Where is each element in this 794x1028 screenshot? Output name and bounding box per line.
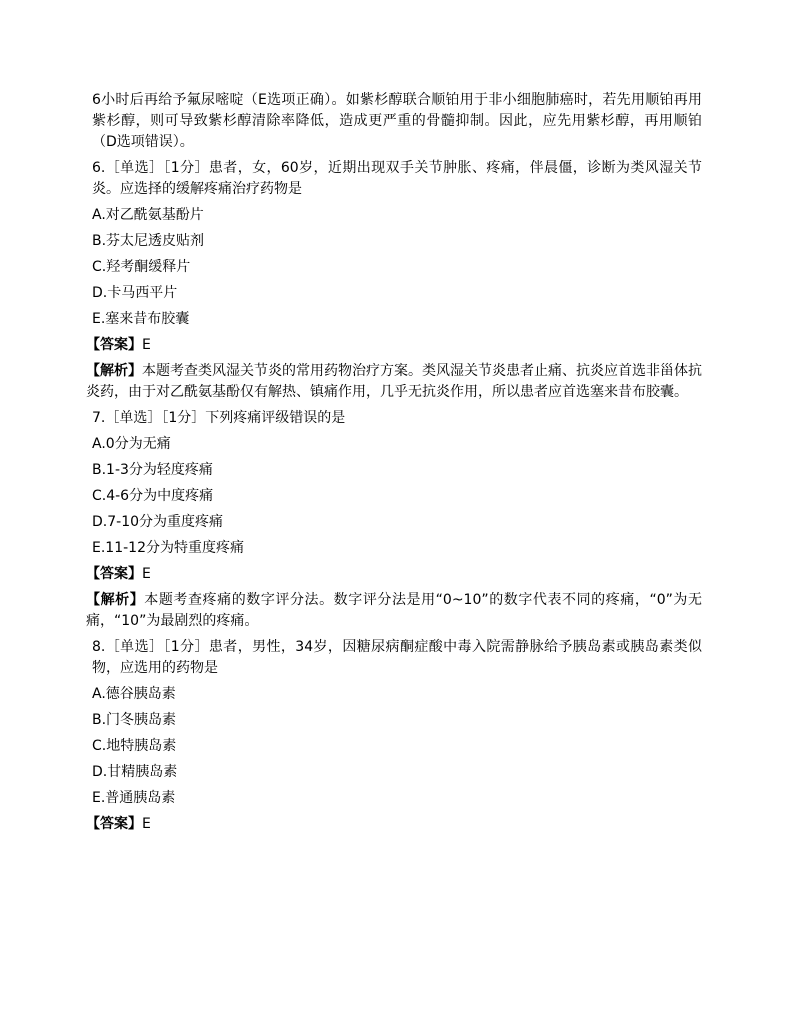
option-e: E.11-12分为特重度疼痛 (92, 540, 244, 556)
answer-value: E (142, 566, 151, 582)
question-7 (86, 408, 702, 632)
question-stem: 6.［单选］［1分］患者，女，60岁，近期出现双手关节肿胀、疼痛，伴晨僵，诊断为类风湿关节炎。应选择的缓解疼痛治疗药物是 (92, 160, 702, 197)
answer-line (86, 564, 702, 585)
answer-line (86, 335, 702, 356)
answer-line (86, 814, 702, 835)
analysis-text: 本题考查疼痛的数字评分法。数字评分法是用“0~10”的数字代表不同的疼痛，“0”为无痛，“10”为最剧烈的疼痛。 (86, 592, 702, 629)
answer-label: 【答案】 (86, 566, 142, 582)
option-c: C.羟考酮缓释片 (92, 259, 191, 275)
answer-value: E (142, 816, 151, 832)
question-6 (86, 158, 702, 403)
answer-value: E (142, 337, 151, 353)
answer-label: 【答案】 (86, 337, 142, 353)
analysis-label: 【解析】 (86, 592, 145, 608)
analysis-paragraph (86, 361, 702, 403)
option-c: C.4-6分为中度疼痛 (92, 488, 214, 504)
option-d: D.卡马西平片 (92, 285, 178, 301)
option-a: A.对乙酰氨基酚片 (92, 207, 204, 223)
question-8 (86, 637, 702, 835)
question-stem: 7.［单选］［1分］下列疼痛评级错误的是 (92, 410, 346, 426)
analysis-text: 本题考查类风湿关节炎的常用药物治疗方案。类风湿关节炎患者止痛、抗炎应首选非甾体抗炎药，由于对乙酰氨基酚仅有解热、镇痛作用，几乎无抗炎作用，所以患者应首选塞来昔布胶囊。 (86, 363, 702, 400)
document-page (86, 90, 702, 840)
option-d: D.甘精胰岛素 (92, 764, 178, 780)
option-e: E.普通胰岛素 (92, 790, 176, 806)
question-stem: 8.［单选］［1分］患者，男性，34岁，因糖尿病酮症酸中毒入院需静脉给予胰岛素或胰岛素类似物，应选用的药物是 (92, 639, 702, 676)
option-b: B.门冬胰岛素 (92, 712, 177, 728)
option-c: C.地特胰岛素 (92, 738, 177, 754)
analysis-paragraph (86, 590, 702, 632)
intro-paragraph: 6小时后再给予氟尿嘧啶（E选项正确）。如紫杉醇联合顺铂用于非小细胞肺癌时，若先用顺铂再用紫杉醇，则可导致紫杉醇清除率降低，造成更严重的骨髓抑制。因此，应先用紫杉醇，再用顺铂（D选项错误）。 (92, 92, 702, 150)
option-b: B.芬太尼透皮贴剂 (92, 233, 205, 249)
option-e: E.塞来昔布胶囊 (92, 311, 190, 327)
option-a: A.德谷胰岛素 (92, 686, 176, 702)
option-a: A.0分为无痛 (92, 436, 171, 452)
option-d: D.7-10分为重度疼痛 (92, 514, 224, 530)
analysis-label: 【解析】 (86, 363, 142, 379)
answer-label: 【答案】 (86, 816, 142, 832)
option-b: B.1-3分为轻度疼痛 (92, 462, 213, 478)
